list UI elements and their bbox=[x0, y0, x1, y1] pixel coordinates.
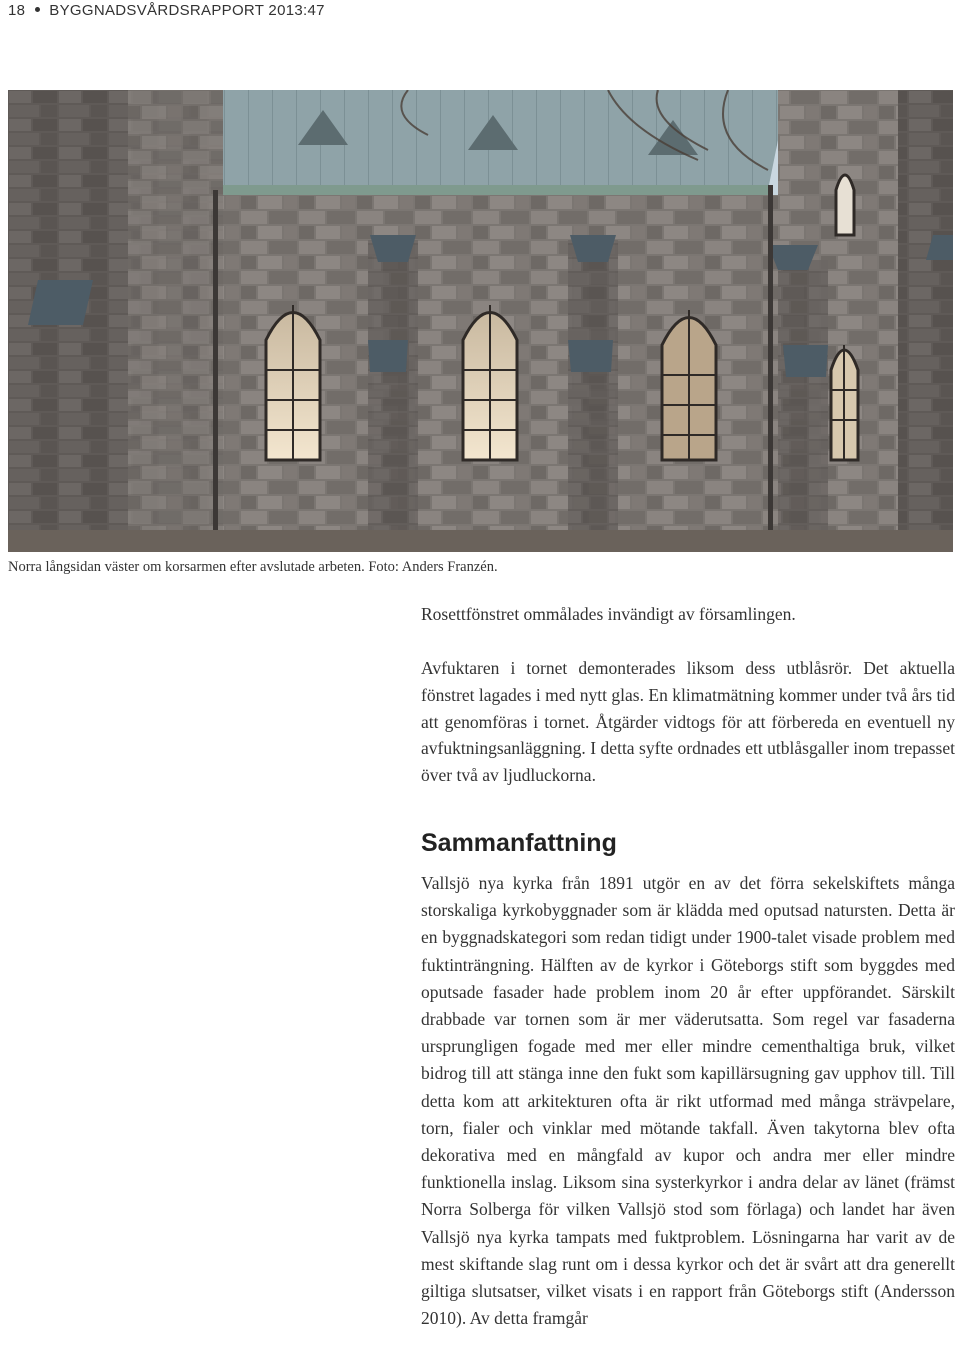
figure-caption: Norra långsidan väster om korsarmen efter avslutade arbeten. Foto: Anders Franzén. bbox=[8, 559, 498, 575]
paragraph: Vallsjö nya kyrka från 1891 utgör en av det förra sekelskiftets många storskaliga kyrkobyggnader som är klädda med oputsad natursten. Detta är en byggnadskategori som redan tidigt under 1900-talet visade problem med fuktinträngning. Hälften av de kyrkor i Göteborgs stift som byggdes med oputsade fasader hade problem inom 20 år efter uppförandet. Särskilt drabbade var tornen som är mer väderutsatta. Som regel var fasaderna ursprungligen fogade med mer eller mindre cementhaltiga bruk, vilket bidrog till att stänga inne den fukt som kapillärsugning gav upphov till. Till detta kom att arkitekturen ofta är rikt utformad med många strävpelare, torn, fialer och vinklar med mötande takfall. Även takytorna blev ofta dekorativa med en mångfald av kupor och andra mer eller mindre funktionella inslag. Liksom sina systerkyrkor i andra delar av länet (främst Norra Solberga för vilken Vallsjö stod som förlaga) och landet har även Vallsjö nya kyrka tampats med fuktproblem. Lösningarna har varit av de mest skiftande slag runt om i dessa kyrkor och det är svårt att dra generellt giltiga slutsatser, vilket visats i en rapport från Göteborgs stift (Andersson 2010). Av detta framgår bbox=[421, 873, 955, 1329]
paragraph: Rosettfönstret ommålades invändigt av församlingen. bbox=[421, 604, 796, 624]
church-photo bbox=[8, 90, 953, 552]
bullet-separator bbox=[35, 7, 40, 12]
running-header bbox=[8, 0, 948, 22]
paragraph: Avfuktaren i tornet demonterades liksom dess utblåsrör. Det aktuella fönstret lagades i med nytt glas. En klimatmätning kommer under två års tid att genomföras i tornet. Åtgärder vidtogs för att förbereda en eventuell ny avfuktningsanläggning. I detta syfte ordnades ett utblåsgaller inom trepasset över två av ljudluckorna. bbox=[421, 658, 955, 786]
running-title: BYGGNADSVÅRDSRAPPORT 2013:47 bbox=[49, 2, 325, 19]
section-heading: Sammanfattning bbox=[421, 829, 617, 857]
page-number: 18 bbox=[8, 2, 26, 19]
